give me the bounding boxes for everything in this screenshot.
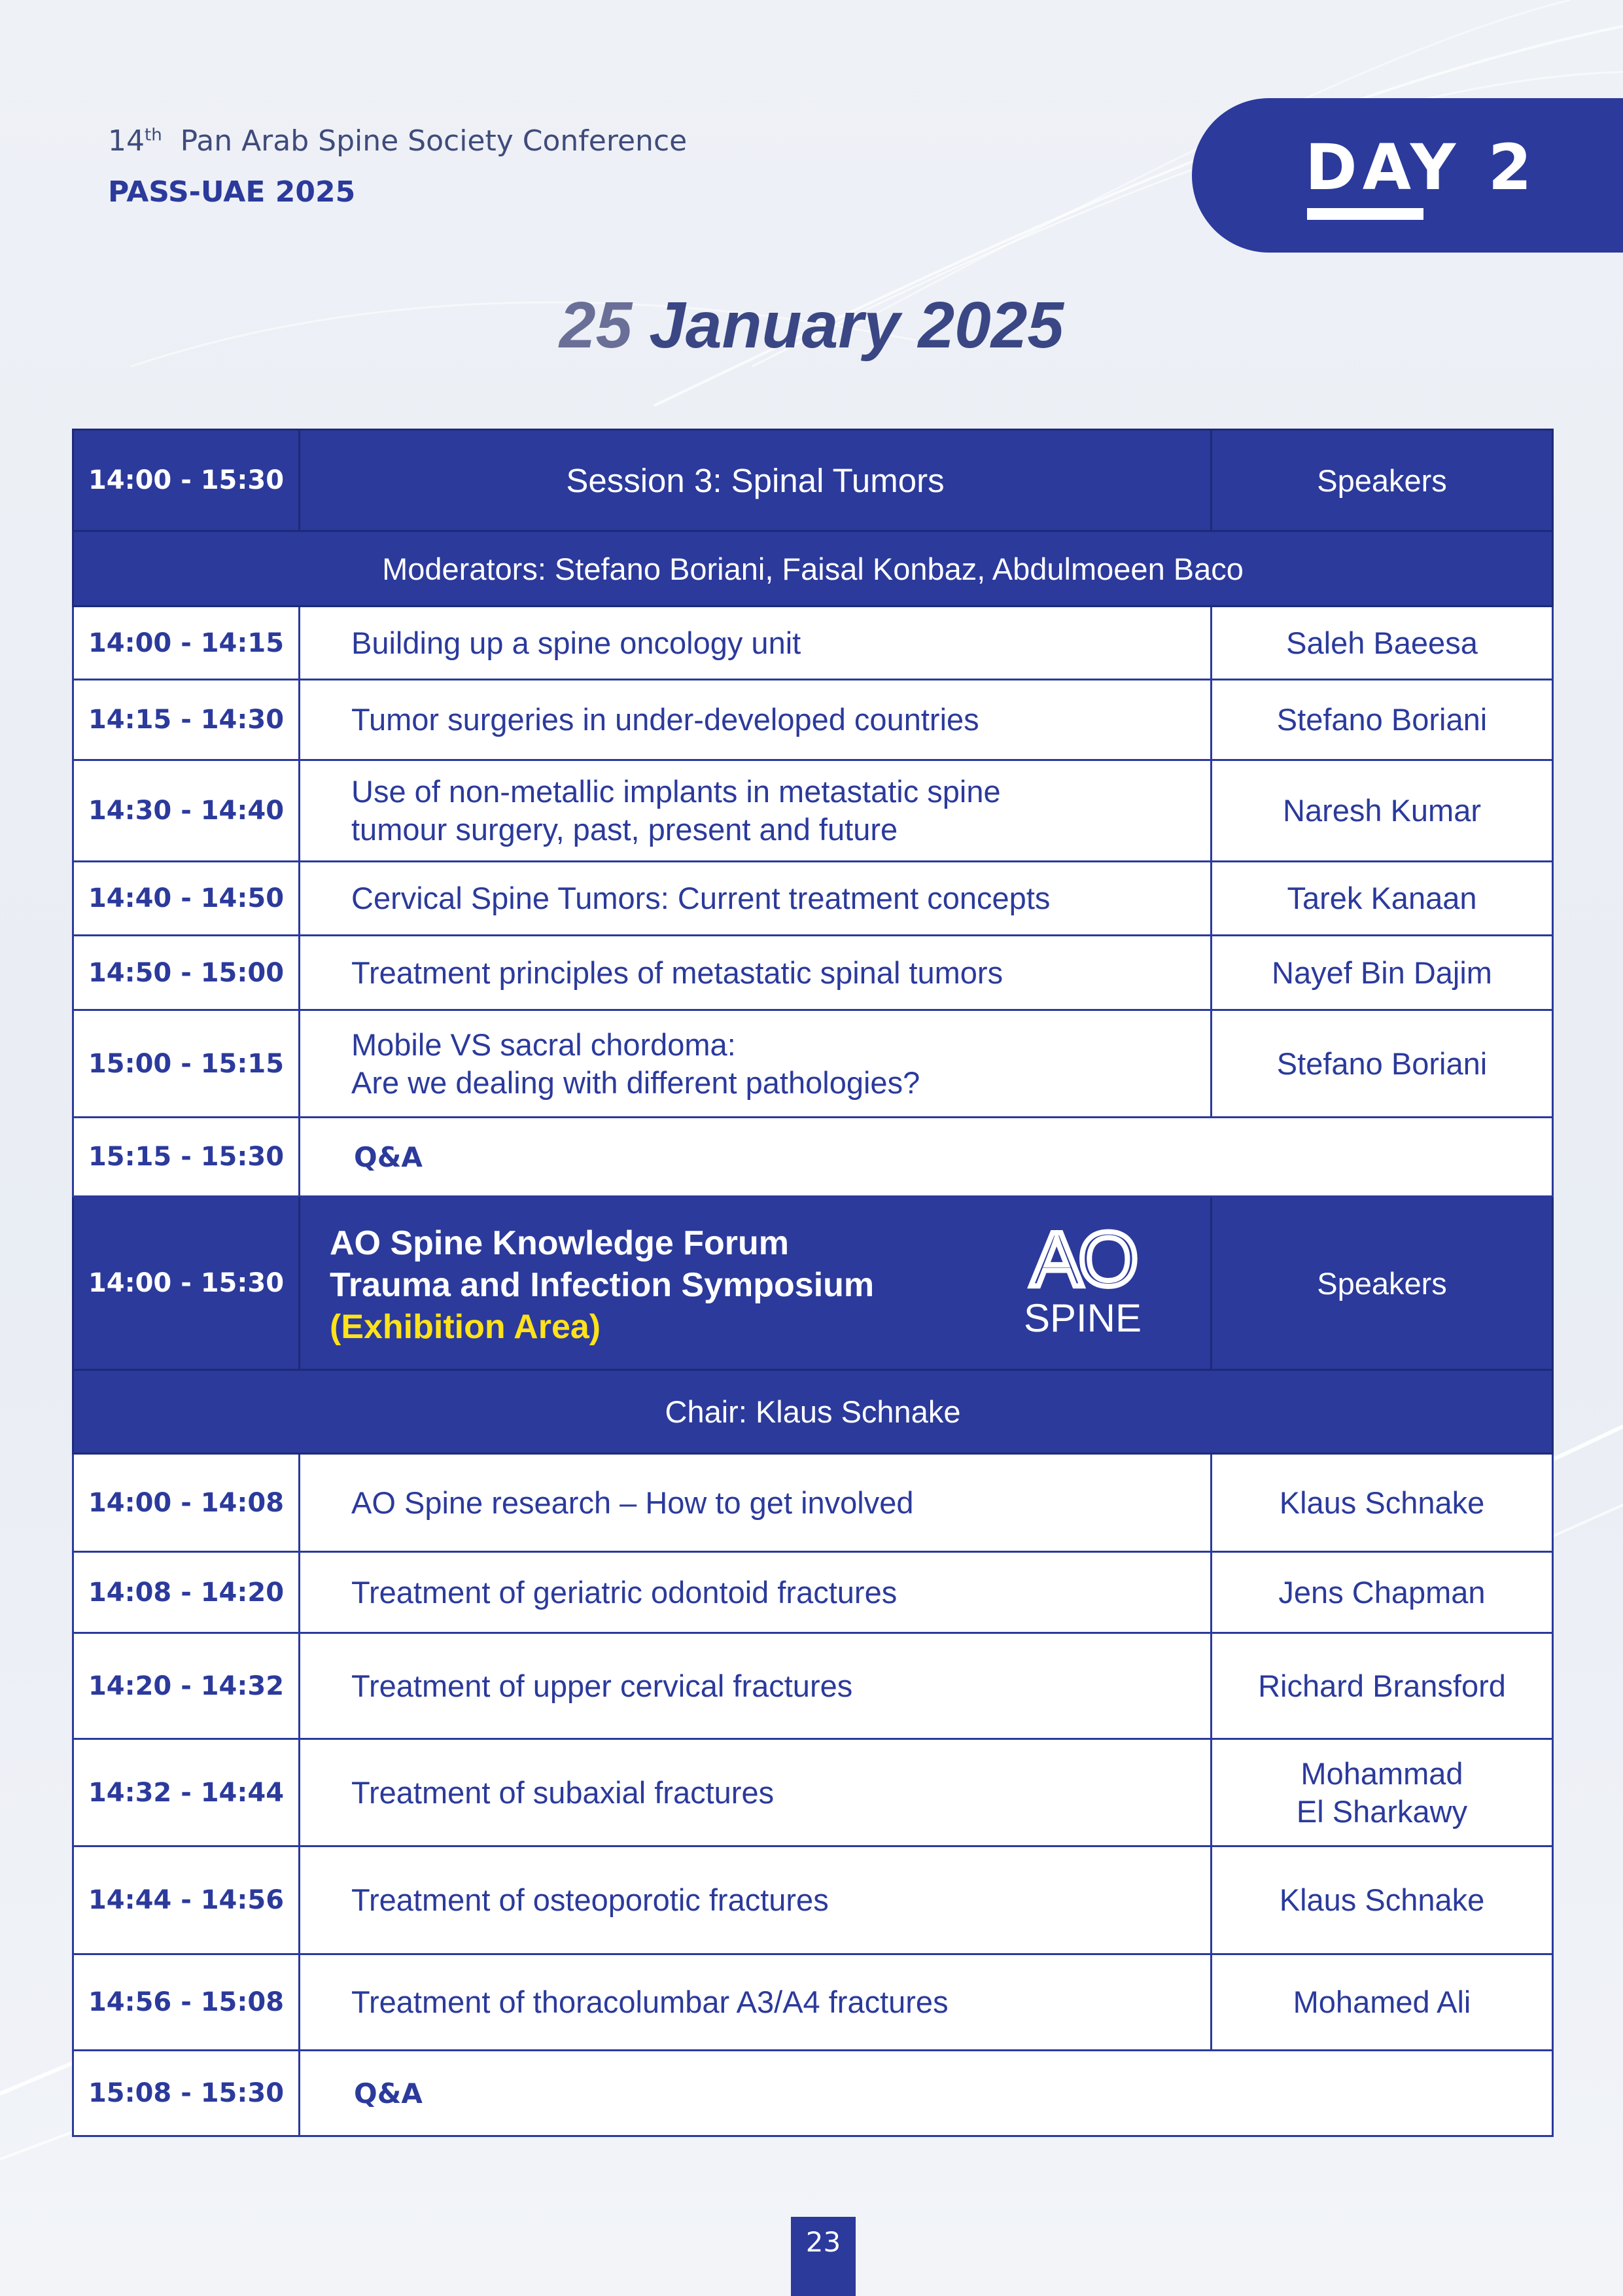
table-row	[73, 1454, 1553, 1552]
row-time: 14:15 - 14:30	[73, 680, 300, 760]
row-topic: Treatment of subaxial fractures	[300, 1739, 1212, 1846]
page-number: 23	[791, 2217, 856, 2296]
row-speaker-line: El Sharkawy	[1296, 1793, 1468, 1829]
date-day: 25	[559, 289, 633, 362]
conference-title: 14th Pan Arab Spine Society Conference	[108, 124, 688, 158]
row-speaker: Klaus Schnake	[1212, 1454, 1553, 1552]
speakers-header: Speakers	[1212, 430, 1553, 531]
row-topic: Treatment of upper cervical fractures	[300, 1633, 1212, 1739]
row-topic: Treatment of osteoporotic fractures	[300, 1846, 1212, 1954]
day-label: DAY 2	[1305, 131, 1537, 204]
row-time: 15:00 - 15:15	[73, 1010, 300, 1118]
table-row	[73, 760, 1553, 862]
row-speaker	[1212, 1739, 1553, 1846]
row-speaker: Naresh Kumar	[1212, 760, 1553, 862]
row-speaker: Stefano Boriani	[1212, 1010, 1553, 1118]
row-speaker: Nayef Bin Dajim	[1212, 936, 1553, 1010]
speakers-header: Speakers	[1212, 1197, 1553, 1370]
session-title: Session 3: Spinal Tumors	[300, 430, 1212, 531]
row-topic: Cervical Spine Tumors: Current treatment concepts	[300, 862, 1212, 936]
row-time: 14:44 - 14:56	[73, 1846, 300, 1954]
row-topic: Treatment of thoracolumbar A3/A4 fractures	[300, 1954, 1212, 2051]
row-topic-line: tumour surgery, past, present and future	[351, 812, 898, 847]
table-row	[73, 1118, 1553, 1197]
row-speaker: Stefano Boriani	[1212, 680, 1553, 760]
row-topic-line: Use of non-metallic implants in metastatic spine	[351, 774, 1001, 809]
row-topic	[300, 760, 1212, 862]
table-row	[73, 2051, 1553, 2136]
table-row	[73, 680, 1553, 760]
table-row	[73, 607, 1553, 680]
qa-label: Q&A	[300, 2051, 1553, 2136]
row-speaker: Klaus Schnake	[1212, 1846, 1553, 1954]
ao-title-line2: Trauma and Infection Symposium	[330, 1266, 875, 1304]
table-row	[73, 936, 1553, 1010]
chair-row	[73, 1370, 1553, 1454]
row-time: 14:00 - 14:08	[73, 1454, 300, 1552]
table-row	[73, 862, 1553, 936]
row-topic-line: Mobile VS sacral chordoma:	[351, 1027, 736, 1062]
row-speaker: Tarek Kanaan	[1212, 862, 1553, 936]
ao-spine-logo	[1014, 1224, 1151, 1341]
table-row	[73, 1954, 1553, 2051]
moderators-row	[73, 531, 1553, 607]
schedule-table	[72, 429, 1554, 2137]
row-speaker: Jens Chapman	[1212, 1552, 1553, 1633]
row-time: 14:32 - 14:44	[73, 1739, 300, 1846]
ao-location: (Exhibition Area)	[330, 1308, 601, 1346]
row-time: 15:08 - 15:30	[73, 2051, 300, 2136]
row-speaker: Mohamed Ali	[1212, 1954, 1553, 2051]
ao-logo-top: AO	[1030, 1224, 1135, 1303]
day-underline	[1307, 208, 1423, 220]
row-speaker-line: Mohammad	[1300, 1756, 1463, 1791]
row-topic: AO Spine research – How to get involved	[300, 1454, 1212, 1552]
row-topic-line: Are we dealing with different pathologies?	[351, 1065, 920, 1100]
row-time: 14:08 - 14:20	[73, 1552, 300, 1633]
table-row	[73, 1846, 1553, 1954]
row-time: 14:50 - 15:00	[73, 936, 300, 1010]
table-row	[73, 1739, 1553, 1846]
row-time: 14:40 - 14:50	[73, 862, 300, 936]
page-date	[0, 288, 1623, 363]
row-topic: Building up a spine oncology unit	[300, 607, 1212, 680]
session-time: 14:00 - 15:30	[73, 1197, 300, 1370]
table-row	[73, 1010, 1553, 1118]
conference-edition: PASS-UAE 2025	[108, 175, 356, 209]
row-topic: Treatment of geriatric odontoid fractures	[300, 1552, 1212, 1633]
date-month-year: January 2025	[649, 289, 1064, 362]
row-time: 14:56 - 15:08	[73, 1954, 300, 2051]
qa-label: Q&A	[300, 1118, 1553, 1197]
session-time: 14:00 - 15:30	[73, 430, 300, 531]
ao-logo-bottom: SPINE	[1023, 1296, 1142, 1340]
chair-text: Chair: Klaus Schnake	[73, 1370, 1553, 1454]
moderators-text: Moderators: Stefano Boriani, Faisal Konbaz, Abdulmoeen Baco	[73, 531, 1553, 607]
table-row	[73, 1633, 1553, 1739]
row-time: 14:20 - 14:32	[73, 1633, 300, 1739]
row-time: 14:00 - 14:15	[73, 607, 300, 680]
session-header-row	[73, 1197, 1553, 1370]
ao-title-line1: AO Spine Knowledge Forum	[330, 1224, 790, 1262]
row-time: 14:30 - 14:40	[73, 760, 300, 862]
row-speaker: Richard Bransford	[1212, 1633, 1553, 1739]
row-speaker: Saleh Baeesa	[1212, 607, 1553, 680]
ao-session-title-cell	[300, 1197, 1212, 1370]
row-time: 15:15 - 15:30	[73, 1118, 300, 1197]
table-row	[73, 1552, 1553, 1633]
row-topic: Treatment principles of metastatic spinal tumors	[300, 936, 1212, 1010]
row-topic: Tumor surgeries in under-developed countries	[300, 680, 1212, 760]
session-header-row	[73, 430, 1553, 531]
row-topic	[300, 1010, 1212, 1118]
